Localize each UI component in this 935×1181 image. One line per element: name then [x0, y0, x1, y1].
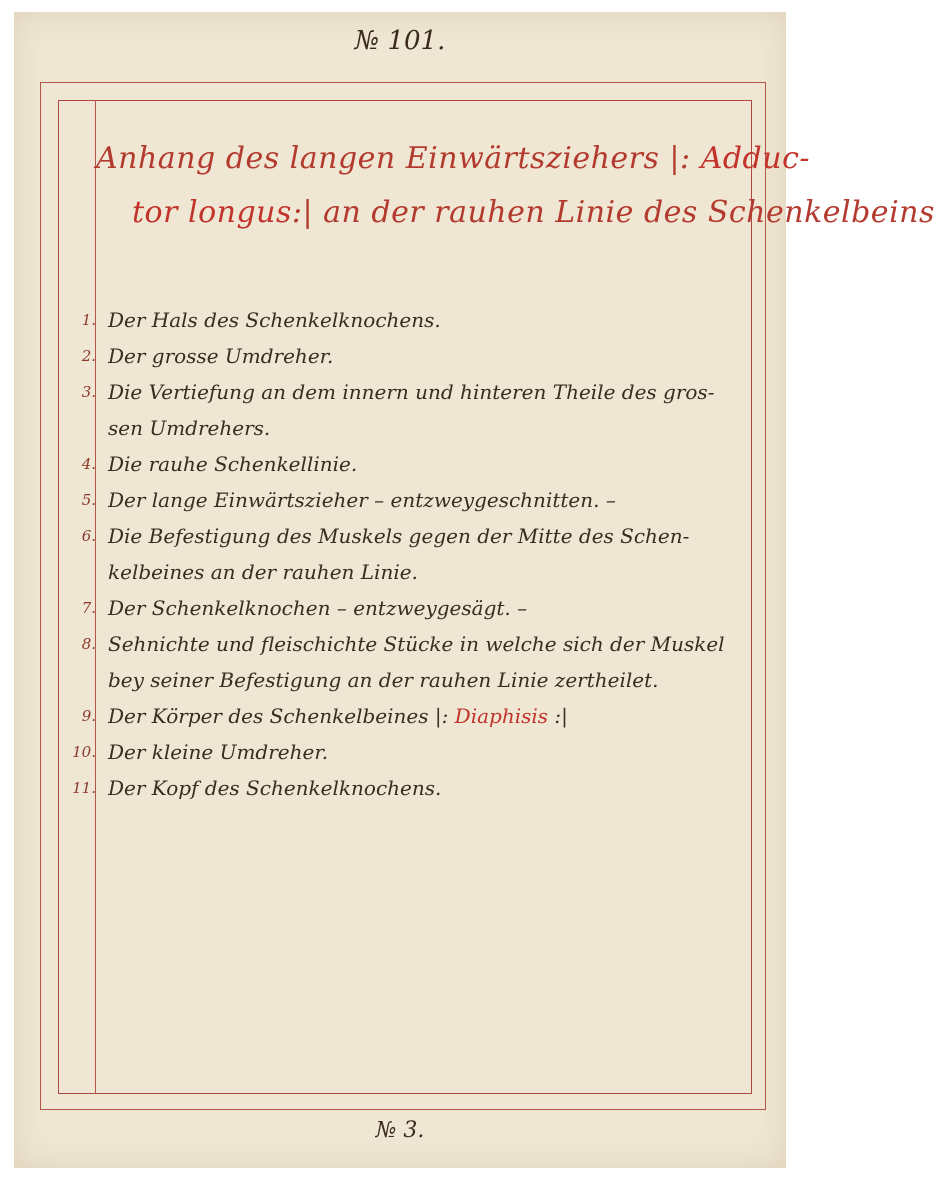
item-text: Der lange Einwärtszieher – entzweygeschnitten. – — [108, 488, 616, 512]
item-number: 5. — [81, 491, 96, 509]
item-text: Der Kopf des Schenkelknochens. — [108, 776, 442, 800]
heading-line-1 — [96, 132, 811, 186]
item-text: Die rauhe Schenkellinie. — [108, 452, 358, 476]
heading-latin-2: tor longus — [132, 195, 292, 230]
list-item — [62, 374, 752, 446]
item-number: 3. — [81, 383, 96, 401]
list-item — [62, 590, 752, 626]
item-text: Der grosse Umdreher. — [108, 344, 334, 368]
item-text: Die Befestigung des Muskels gegen der Mitte des Schen- kelbeines an der rauhen Linie. — [108, 524, 690, 584]
item-number: 11. — [72, 779, 96, 797]
item-number: 4. — [81, 455, 96, 473]
heading-latin-1: Adduc- — [700, 141, 811, 176]
item-text: Der kleine Umdreher. — [108, 740, 329, 764]
list-item — [62, 338, 752, 374]
legend-list — [62, 302, 752, 806]
item-number: 1. — [81, 311, 96, 329]
item-text: Der Hals des Schenkelknochens. — [108, 308, 441, 332]
list-item — [62, 626, 752, 698]
item-number: 7. — [81, 599, 96, 617]
list-item — [62, 446, 752, 482]
list-item — [62, 482, 752, 518]
item-text: Sehnichte und fleischichte Stücke in welche sich der Muskel bey seiner Befestigung an der rauhen Linie zertheilet. — [108, 632, 725, 692]
item-number: 2. — [81, 347, 96, 365]
list-item — [62, 302, 752, 338]
item-number: 8. — [81, 635, 96, 653]
heading-text-1: Anhang des langen Einwärtsziehers |: — [96, 141, 701, 176]
item-text: Der Körper des Schenkelbeines |: Diaphisis :| — [108, 704, 568, 728]
heading — [96, 132, 935, 240]
item-number: 6. — [81, 527, 96, 545]
list-item — [62, 698, 752, 734]
list-item — [62, 734, 752, 770]
page-number-bottom: № 3. — [375, 1118, 425, 1143]
list-item — [62, 518, 752, 590]
heading-text-2: :| an der rauhen Linie des Schenkelbeins — [291, 195, 935, 230]
latin-term: Diaphisis — [454, 704, 549, 728]
item-number: 9. — [81, 707, 96, 725]
item-text: Der Schenkelknochen – entzweygesägt. – — [108, 596, 528, 620]
item-number: 10. — [72, 743, 96, 761]
page-number-top: № 101. — [354, 26, 446, 56]
list-item — [62, 770, 752, 806]
heading-line-2 — [96, 186, 935, 240]
item-text: Die Vertiefung an dem innern und hinteren Theile des gros- sen Umdrehers. — [108, 380, 715, 440]
